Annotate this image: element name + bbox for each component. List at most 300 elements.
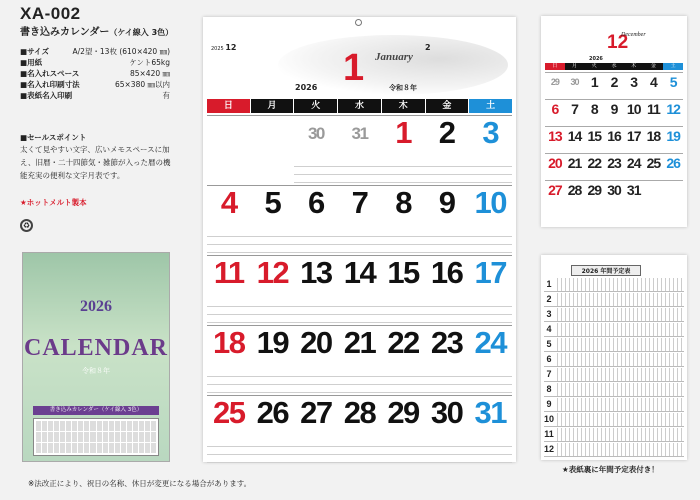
memo-lines — [381, 299, 425, 325]
year-planner-title: 2026 年間予定表 — [571, 265, 641, 276]
day-number: 29 — [387, 395, 419, 430]
year-planner-month: 3 — [546, 309, 552, 319]
weekday-2: 火 — [294, 99, 337, 113]
year-planner-month: 12 — [544, 444, 555, 454]
weekday-1: 月 — [251, 99, 294, 113]
cover-mini-cell — [127, 443, 132, 453]
december-day: 4 — [644, 72, 664, 99]
year-planner-month: 6 — [546, 354, 552, 364]
memo-lines — [381, 159, 425, 185]
memo-lines — [425, 439, 469, 465]
memo-lines — [207, 229, 251, 255]
year-planner-row — [544, 397, 684, 412]
holiday-note: ※法改正により、祝日の名称、休日が変更になる場合があります。 — [28, 479, 252, 488]
day-cell[interactable] — [294, 115, 338, 185]
december-day: 28 — [565, 180, 585, 207]
year-planner-days — [554, 308, 684, 321]
day-cell[interactable] — [381, 115, 425, 185]
year-planner-row — [544, 307, 684, 322]
year-planner-month: 7 — [546, 369, 552, 379]
cover-mini-cell — [84, 421, 89, 431]
december-weekday-3: 水 — [604, 63, 624, 70]
day-number: 1 — [395, 115, 411, 150]
december-weekday-0: 日 — [545, 63, 565, 70]
year-planner-month: 9 — [546, 399, 552, 409]
december-day: 23 — [604, 153, 624, 180]
cover-mini-cell — [42, 443, 47, 453]
day-number: 19 — [256, 325, 289, 360]
cover-year: 2026 — [80, 298, 112, 315]
day-number: 26 — [256, 395, 289, 430]
cover-mini-cell — [48, 421, 53, 431]
cover-mini-cell — [60, 421, 65, 431]
cover-mini-cell — [145, 443, 150, 453]
day-cell[interactable] — [425, 185, 469, 255]
cover-mini-cell — [84, 443, 89, 453]
year-planner-row — [544, 337, 684, 352]
december-day: 22 — [584, 153, 604, 180]
december-day: 19 — [663, 126, 683, 153]
day-cell[interactable] — [207, 255, 251, 325]
cover-mini-cell — [90, 421, 95, 431]
december-weekday-2: 火 — [584, 63, 604, 70]
day-cell[interactable] — [468, 325, 512, 395]
day-cell[interactable] — [425, 255, 469, 325]
day-cell[interactable] — [468, 255, 512, 325]
cover-mini-cell — [139, 443, 144, 453]
cover-mini-cell — [151, 443, 156, 453]
day-cell[interactable] — [294, 325, 338, 395]
day-number: 7 — [351, 185, 368, 220]
december-day: 30 — [565, 72, 585, 99]
december-day — [644, 180, 664, 207]
memo-lines — [207, 369, 251, 395]
december-day: 3 — [624, 72, 644, 99]
memo-lines — [294, 439, 338, 465]
memo-lines — [381, 439, 425, 465]
spec-key: ■名入れスペース — [20, 69, 80, 78]
spec-list — [20, 46, 170, 101]
product-name — [20, 23, 173, 38]
memo-lines — [425, 299, 469, 325]
cover-mini-cell — [42, 421, 47, 431]
cover-mini-cell — [127, 421, 132, 431]
day-cell[interactable] — [338, 185, 382, 255]
december-day: 10 — [624, 99, 644, 126]
day-cell[interactable] — [294, 395, 338, 465]
day-cell[interactable] — [251, 395, 295, 465]
year-planner-days — [554, 338, 684, 351]
december-month-english: December — [621, 32, 646, 38]
day-number: 3 — [482, 115, 499, 150]
december-day: 8 — [584, 99, 604, 126]
memo-lines — [251, 299, 295, 325]
cover-thumbnail — [22, 252, 170, 462]
day-number: 17 — [474, 255, 506, 290]
cover-mini-cell — [109, 421, 114, 431]
december-day: 12 — [663, 99, 683, 126]
day-number: 23 — [430, 325, 463, 360]
december-thumbnail — [541, 16, 687, 227]
december-day: 17 — [624, 126, 644, 153]
weekday-6: 土 — [469, 99, 512, 113]
memo-lines — [294, 159, 338, 185]
memo-lines — [381, 229, 425, 255]
memo-lines — [207, 299, 251, 325]
spec-row — [20, 79, 170, 90]
december-day-grid — [545, 72, 683, 207]
calendar-year: 2026 — [295, 83, 318, 92]
day-number: 20 — [300, 325, 332, 360]
december-day: 14 — [565, 126, 585, 153]
day-cell-info — [207, 116, 251, 122]
month-number: 1 — [343, 47, 365, 89]
cover-mini-cell — [72, 421, 77, 431]
december-day: 11 — [644, 99, 664, 126]
weekday-header — [207, 99, 512, 113]
memo-lines — [338, 159, 382, 185]
december-day: 16 — [604, 126, 624, 153]
day-grid — [207, 115, 512, 465]
cover-mini-cell — [121, 432, 126, 442]
day-number: 30 — [430, 395, 463, 430]
day-number: 21 — [343, 325, 376, 360]
memo-lines — [251, 369, 295, 395]
cover-mini-cell — [151, 432, 156, 442]
day-cell[interactable] — [468, 395, 512, 465]
december-day: 25 — [644, 153, 664, 180]
memo-lines — [468, 369, 512, 395]
spec-row — [20, 57, 170, 68]
year-planner-days — [554, 398, 684, 411]
memo-lines — [468, 439, 512, 465]
year-planner-month: 5 — [546, 339, 552, 349]
spec-key: ■用紙 — [20, 58, 43, 67]
cover-mini-cell — [78, 432, 83, 442]
year-planner-thumbnail — [541, 255, 687, 460]
memo-lines — [381, 369, 425, 395]
calendar-reiwa: 令和８年 — [389, 84, 417, 92]
mini-next-month: 2 — [425, 43, 431, 52]
cover-mini-cell — [139, 421, 144, 431]
memo-lines — [425, 369, 469, 395]
december-day: 31 — [624, 180, 644, 207]
december-day: 29 — [584, 180, 604, 207]
memo-lines — [425, 159, 469, 185]
december-day: 1 — [584, 72, 604, 99]
cover-mini-cell — [84, 432, 89, 442]
day-cell[interactable] — [425, 115, 469, 185]
day-number: 9 — [438, 185, 455, 220]
december-header — [541, 16, 687, 62]
cover-mini-cell — [121, 443, 126, 453]
december-day: 7 — [565, 99, 585, 126]
december-day: 5 — [663, 72, 683, 99]
year-planner-rows — [544, 277, 684, 457]
december-day: 29 — [545, 72, 565, 99]
december-weekday-6: 土 — [663, 63, 683, 70]
day-number: 13 — [300, 255, 332, 290]
day-number: 10 — [474, 185, 506, 220]
cover-mini-cell — [54, 443, 59, 453]
day-cell[interactable] — [425, 395, 469, 465]
cover-mini-cell — [103, 421, 108, 431]
cover-mini-cell — [60, 432, 65, 442]
december-weekday-1: 月 — [565, 63, 585, 70]
day-number: 16 — [430, 255, 463, 290]
day-cell[interactable] — [207, 325, 251, 395]
year-planner-days — [554, 443, 684, 456]
december-day: 27 — [545, 180, 565, 207]
december-weekday-4: 木 — [624, 63, 644, 70]
day-number: 18 — [213, 325, 245, 360]
month-english: January — [375, 51, 413, 63]
cover-mini-cell — [97, 421, 102, 431]
cover-mini-cell — [97, 432, 102, 442]
year-planner-days — [554, 383, 684, 396]
day-number: 28 — [343, 395, 376, 430]
cover-mini-cell — [115, 421, 120, 431]
cover-mini-cell — [54, 432, 59, 442]
day-number: 12 — [256, 255, 289, 290]
year-planner-days — [554, 293, 684, 306]
day-cell[interactable] — [207, 395, 251, 465]
year-planner-row — [544, 277, 684, 292]
cover-mini-cell — [72, 443, 77, 453]
year-planner-month: 1 — [546, 279, 552, 289]
weekday-3: 水 — [338, 99, 381, 113]
cover-mini-cell — [115, 443, 120, 453]
cover-mini-cell — [36, 421, 41, 431]
december-day: 26 — [663, 153, 683, 180]
december-year: 2026 — [589, 56, 603, 62]
day-number: 24 — [474, 325, 506, 360]
day-cell[interactable] — [251, 185, 295, 255]
year-planner-days — [554, 368, 684, 381]
calendar-header — [203, 17, 516, 99]
memo-lines — [251, 439, 295, 465]
mini-calendar-next — [425, 45, 431, 52]
cover-mini-cell — [48, 443, 53, 453]
december-day: 15 — [584, 126, 604, 153]
cover-mini-cell — [133, 443, 138, 453]
day-cell[interactable] — [381, 255, 425, 325]
memo-lines — [468, 229, 512, 255]
main-calendar — [203, 17, 516, 462]
hotmelt-note: ★ホットメルト製本 — [20, 198, 87, 207]
spec-row — [20, 68, 170, 79]
cover-mini-cell — [115, 432, 120, 442]
cover-mini-cell — [97, 443, 102, 453]
year-planner-row — [544, 292, 684, 307]
day-cell[interactable] — [338, 115, 382, 185]
memo-lines — [294, 299, 338, 325]
year-planner-row — [544, 322, 684, 337]
cover-mini-cell — [133, 432, 138, 442]
day-number: 11 — [213, 255, 244, 290]
december-day — [663, 180, 683, 207]
year-planner-days — [554, 428, 684, 441]
year-planner-row — [544, 427, 684, 442]
december-weekday-5: 金 — [644, 63, 664, 70]
day-number: 31 — [474, 395, 506, 430]
day-number: 30 — [307, 124, 324, 143]
cover-title: CALENDAR — [23, 335, 168, 361]
year-planner-month: 10 — [544, 414, 555, 424]
day-cell[interactable] — [338, 325, 382, 395]
december-month-number: 12 — [607, 32, 629, 53]
cover-mini-cell — [133, 421, 138, 431]
day-cell[interactable] — [338, 395, 382, 465]
cover-mini-cell — [145, 421, 150, 431]
recycle-icon: ♻ — [20, 219, 33, 232]
year-planner-month: 8 — [546, 384, 552, 394]
year-planner-month: 2 — [546, 294, 552, 304]
day-cell[interactable] — [251, 255, 295, 325]
mini-prev-month: 12 — [225, 43, 237, 52]
december-weekday-header — [545, 63, 683, 70]
day-number: 6 — [308, 185, 324, 220]
spec-value: 有 — [162, 91, 170, 100]
cover-mini-cell — [66, 443, 71, 453]
day-number: 15 — [387, 255, 419, 290]
day-number: 25 — [213, 395, 245, 430]
spec-value: ケント65kg — [129, 58, 170, 67]
cover-mini-cell — [60, 443, 65, 453]
december-day: 20 — [545, 153, 565, 180]
day-cell[interactable] — [468, 185, 512, 255]
cover-mini-cell — [151, 421, 156, 431]
weekday-4: 木 — [382, 99, 425, 113]
year-planner-month: 11 — [544, 429, 554, 439]
spec-key: ■名入れ印刷寸法 — [20, 80, 80, 89]
year-planner-days — [554, 353, 684, 366]
memo-lines — [338, 369, 382, 395]
cover-mini-cell — [54, 421, 59, 431]
december-day: 21 — [565, 153, 585, 180]
day-cell[interactable] — [338, 255, 382, 325]
spec-row — [20, 46, 170, 57]
cover-mini-cell — [48, 432, 53, 442]
december-day: 18 — [644, 126, 664, 153]
year-planner-row — [544, 442, 684, 457]
day-cell[interactable] — [381, 185, 425, 255]
memo-lines — [468, 159, 512, 185]
day-cell[interactable] — [468, 115, 512, 185]
december-day: 30 — [604, 180, 624, 207]
memo-lines — [207, 439, 251, 465]
cover-mini-cell — [42, 432, 47, 442]
cover-mini-cell — [78, 421, 83, 431]
day-cell[interactable] — [294, 255, 338, 325]
cover-mini-cell — [90, 432, 95, 442]
day-cell[interactable] — [381, 395, 425, 465]
day-cell[interactable] — [251, 325, 295, 395]
day-number: 4 — [220, 185, 237, 220]
day-cell[interactable] — [207, 185, 251, 255]
year-planner-days — [554, 413, 684, 426]
spec-key: ■表紙名入印刷 — [20, 91, 73, 100]
cover-mini-cell — [103, 432, 108, 442]
memo-lines — [468, 299, 512, 325]
mini-prev-year: 2025 — [211, 46, 224, 52]
spec-value: 85×420 ㎜ — [129, 69, 170, 78]
spec-row — [20, 90, 170, 101]
memo-lines — [294, 369, 338, 395]
cover-mini-cell — [90, 443, 95, 453]
year-planner-month: 4 — [546, 324, 552, 334]
memo-lines — [425, 229, 469, 255]
day-cell[interactable] — [381, 325, 425, 395]
day-cell[interactable] — [294, 185, 338, 255]
product-name-sub: （ケイ線入 3色） — [109, 28, 174, 37]
day-cell[interactable] — [425, 325, 469, 395]
year-planner-row — [544, 367, 684, 382]
spec-key: ■サイズ — [20, 47, 49, 56]
sales-point-title: ■セールスポイント — [20, 133, 87, 142]
year-planner-note: ★表紙裏に年間予定表付き！ — [562, 465, 659, 474]
sales-point-text: 太くて見やすい文字、広いメモスペースに加え、旧暦・二十四節気・雑節が入った暦の機能充実の便利な文字月表です。 — [20, 145, 171, 180]
cover-mini-cell — [139, 432, 144, 442]
product-code: XA-002 — [20, 4, 81, 23]
cover-mini-cell — [109, 443, 114, 453]
memo-lines — [338, 229, 382, 255]
day-cell[interactable] — [207, 115, 251, 185]
day-number: 27 — [300, 395, 332, 430]
year-planner-row — [544, 352, 684, 367]
day-number: 14 — [343, 255, 376, 290]
weekday-0: 日 — [207, 99, 250, 113]
december-day: 6 — [545, 99, 565, 126]
cover-mini-cell — [103, 443, 108, 453]
cover-reiwa: 令和８年 — [82, 367, 110, 375]
cover-mini-cell — [72, 432, 77, 442]
hanging-hole — [355, 19, 362, 26]
day-number: 22 — [387, 325, 419, 360]
cover-mini-grid — [33, 418, 159, 456]
year-planner-days — [554, 278, 684, 291]
cover-mini-cell — [78, 443, 83, 453]
product-name-main: 書き込みカレンダー — [20, 27, 110, 38]
december-day: 2 — [604, 72, 624, 99]
memo-lines — [338, 439, 382, 465]
cover-mini-cell — [145, 432, 150, 442]
cover-mini-cell — [127, 432, 132, 442]
december-day: 24 — [624, 153, 644, 180]
day-number: 8 — [395, 185, 411, 220]
day-number: 31 — [351, 124, 368, 143]
memo-lines — [294, 229, 338, 255]
cover-mini-cell — [121, 421, 126, 431]
spec-value: 65×380 ㎜以内 — [114, 80, 170, 89]
day-cell[interactable] — [251, 115, 295, 185]
year-planner-row — [544, 412, 684, 427]
weekday-5: 金 — [426, 99, 469, 113]
cover-mini-cell — [36, 443, 41, 453]
day-number: 5 — [264, 185, 281, 220]
december-day: 13 — [545, 126, 565, 153]
cover-mini-cell — [66, 432, 71, 442]
cover-mini-cell — [109, 432, 114, 442]
cover-mini-cell — [66, 421, 71, 431]
mini-calendar-prev — [211, 45, 236, 52]
year-planner-days — [554, 323, 684, 336]
cover-band: 書き込みカレンダー（ケイ線入 3色） — [33, 406, 159, 415]
memo-lines — [251, 229, 295, 255]
december-day: 9 — [604, 99, 624, 126]
year-planner-row — [544, 382, 684, 397]
day-cell-info — [251, 116, 295, 122]
